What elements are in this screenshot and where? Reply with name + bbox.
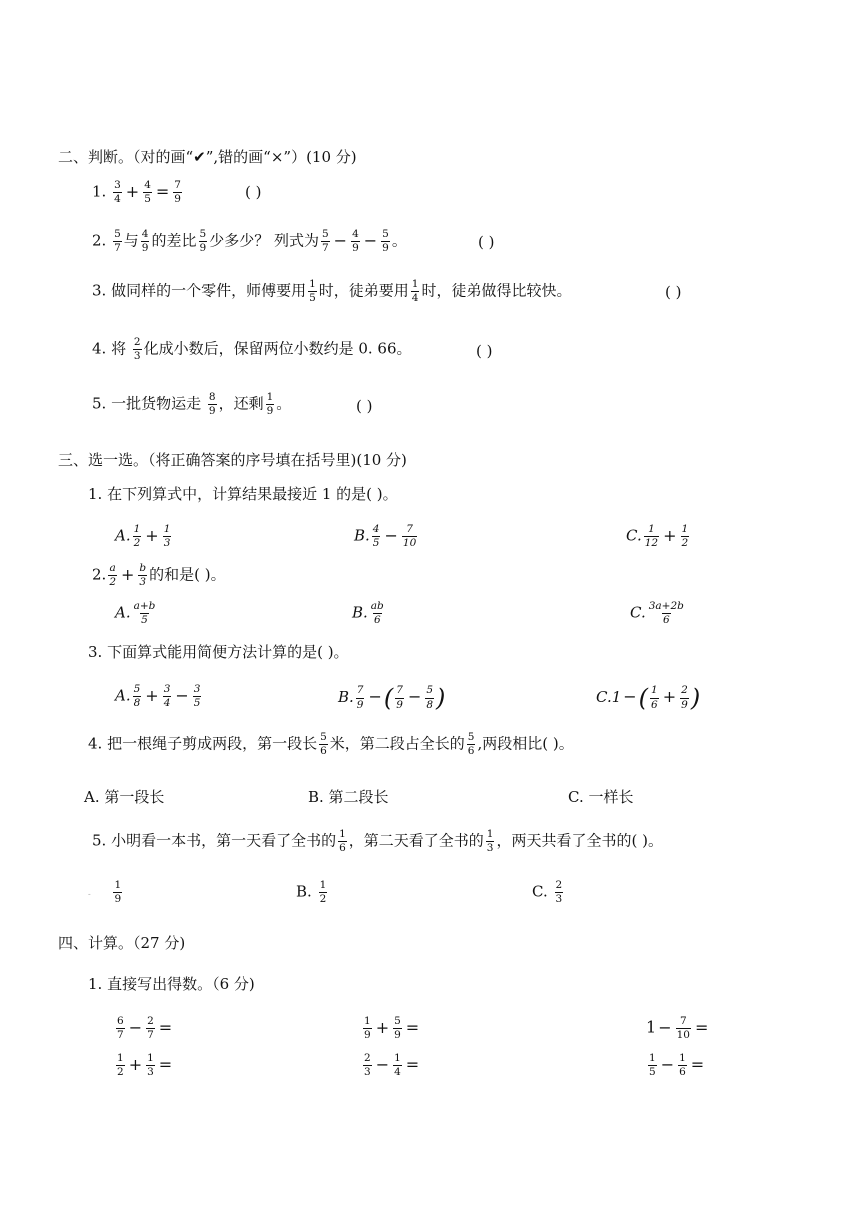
calc-item: $\frac{2}{3}$ − $\frac{1}{4}$ =: [364, 1052, 420, 1079]
q-num: 1.: [92, 182, 107, 201]
section2-title: 二、判断。（对的画“✔”,错的画“×”）(10 分): [58, 148, 357, 166]
option-b[interactable]: B. $\frac{4}{5}$ − $\frac{7}{10}$: [354, 523, 417, 550]
s3-q4: 4. 把一根绳子剪成两段，第一段长 $\frac{5}{6}$ 米，第二段占全长的 $\frac{5}{6}$ ,两段相比( )。: [88, 731, 574, 758]
option-b[interactable]: B. $\frac{ab}{6}$: [352, 600, 384, 627]
option-a[interactable]: A. $\frac{a+b}{5}$: [115, 600, 156, 627]
calc-item: 1 − $\frac{7}{10}$ =: [646, 1015, 709, 1042]
option-a[interactable]: A. $\frac{5}{8}$ + $\frac{3}{4}$ − $\frac{3}{5}$: [115, 683, 201, 710]
calc-item: $\frac{6}{7}$ − $\frac{2}{7}$ =: [117, 1015, 173, 1042]
fraction: $\frac{3}{4}$: [114, 179, 121, 206]
answer-blank[interactable]: ( ): [356, 397, 373, 415]
s4-sub1: 1. 直接写出得数。（6 分): [88, 975, 255, 993]
option-c[interactable]: C. $\frac{3a+2b}{6}$: [630, 600, 684, 627]
calc-item: $\frac{1}{5}$ − $\frac{1}{6}$ =: [649, 1052, 705, 1079]
option-c[interactable]: C.1 −( $\frac{1}{6}$ + $\frac{2}{9}$ ): [596, 684, 701, 712]
s3-q3: 3. 下面算式能用简便方法计算的是( )。: [88, 643, 349, 661]
s2-q1: 1. $\frac{3}{4}$ + $\frac{4}{5}$ = $\frac{7}{9}$: [92, 179, 181, 206]
answer-blank[interactable]: ( ): [476, 342, 493, 360]
answer-blank[interactable]: ( ): [665, 283, 682, 301]
s2-q3: 3. 做同样的一个零件，师傅要用 $\frac{1}{5}$ 时，徒弟要用 $\frac{1}{4}$ 时，徒弟做得比较快。: [92, 278, 572, 305]
section3-title: 三、选一选。（将正确答案的序号填在括号里)(10 分): [58, 451, 407, 469]
option-b[interactable]: B. $\frac{1}{2}$: [296, 879, 327, 906]
option-a[interactable]: - $\frac{1}{9}$: [88, 879, 122, 906]
answer-blank[interactable]: ( ): [478, 233, 495, 251]
option-a[interactable]: A. $\frac{1}{2}$ + $\frac{1}{3}$: [115, 523, 171, 550]
s3-q1: 1. 在下列算式中，计算结果最接近 1 的是( )。: [88, 485, 398, 503]
option-c[interactable]: C. $\frac{2}{3}$: [532, 879, 563, 906]
calc-item: $\frac{1}{9}$ + $\frac{5}{9}$ =: [364, 1015, 420, 1042]
s3-q2: 2. $\frac{a}{2}$ + $\frac{b}{3}$ 的和是( )。: [92, 562, 226, 589]
option-a[interactable]: A. 第一段长: [84, 788, 165, 806]
fraction: $\frac{4}{5}$: [144, 179, 151, 206]
answer-blank[interactable]: ( ): [245, 183, 262, 201]
s2-q4: 4. 将 $\frac{2}{3}$ 化成小数后，保留两位小数约是 0. 66。: [92, 336, 412, 363]
s3-q5: 5. 小明看一本书，第一天看了全书的 $\frac{1}{6}$ ，第二天看了全书的 $\frac{1}{3}$ ，两天共看了全书的( )。: [92, 828, 663, 855]
s2-q2: 2. $\frac{5}{7}$ 与 $\frac{4}{9}$ 的差比 $\frac{5}{9}$ 少多少？ 列式为 $\frac{5}{7}$ − $\frac{4}{9}$ − $\frac{5}{9}$ 。: [92, 228, 407, 255]
s2-q5: 5. 一批货物运走 $\frac{8}{9}$ ，还剩 $\frac{1}{9}$ 。: [92, 391, 292, 418]
option-c[interactable]: C. 一样长: [568, 788, 634, 806]
option-c[interactable]: C. $\frac{1}{12}$ + $\frac{1}{2}$: [626, 523, 689, 550]
fraction: $\frac{7}{9}$: [174, 179, 181, 206]
option-b[interactable]: B. 第二段长: [308, 788, 389, 806]
section4-title: 四、计算。（27 分): [58, 934, 186, 952]
calc-item: $\frac{1}{2}$ + $\frac{1}{3}$ =: [117, 1052, 173, 1079]
option-b[interactable]: B. $\frac{7}{9}$ −( $\frac{7}{9}$ − $\frac{5}{8}$ ): [338, 684, 446, 712]
